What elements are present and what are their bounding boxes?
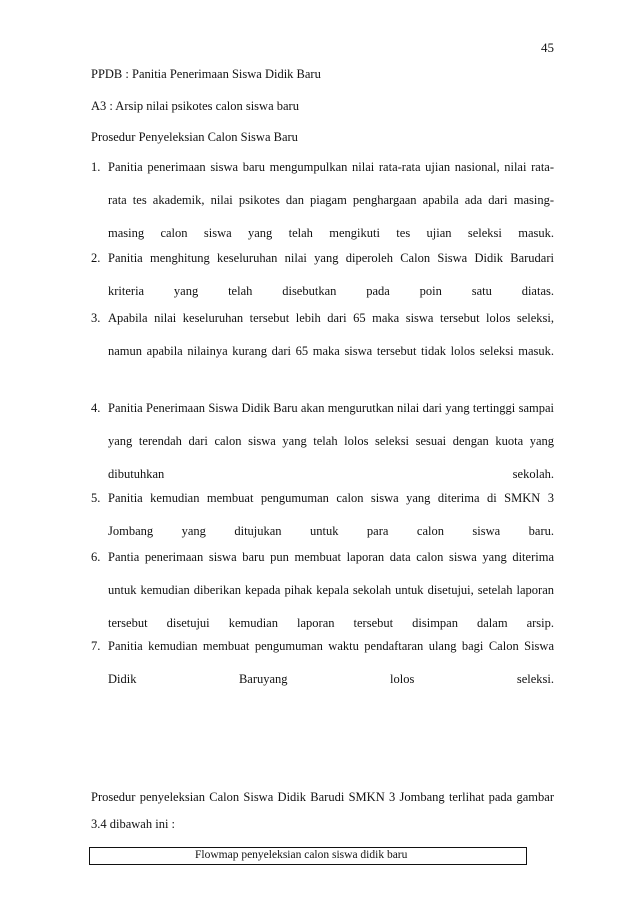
list-number: 1.	[91, 160, 101, 174]
closing-paragraph: Prosedur penyeleksian Calon Siswa Didik Barudi SMKN 3 Jombang terlihat pada gambar 3.4 dibawah ini :	[91, 790, 554, 831]
list-text: Panitia menghitung keseluruhan nilai yang diperoleh Calon Siswa Didik Barudari kriteria yang telah disebutkan pada poin satu diatas.	[108, 251, 554, 298]
list-number: 4.	[91, 401, 101, 415]
figure-caption-box	[89, 847, 527, 865]
list-text: Panitia Penerimaan Siswa Didik Baru akan mengurutkan nilai dari yang tertinggi sampai yang terendah dari calon siswa yang telah lolos seleksi sesuai dengan kuota yang dibutuhkan sekolah.	[108, 401, 554, 481]
page-number: 45	[541, 40, 554, 55]
list-number: 6.	[91, 550, 101, 564]
list-text: Panitia penerimaan siswa baru mengumpulkan nilai rata-rata ujian nasional, nilai rata-rata tes akademik, nilai psikotes dan piagam penghargaan apabila ada dari masing-masing calon siswa yang telah mengikuti tes ujian seleksi masuk.	[108, 160, 554, 240]
list-number: 7.	[91, 639, 101, 653]
list-number: 5.	[91, 491, 101, 505]
list-number: 3.	[91, 311, 101, 325]
section-heading: Prosedur Penyeleksian Calon Siswa Baru	[91, 130, 298, 144]
abbrev-ppdb: PPDB : Panitia Penerimaan Siswa Didik Baru	[91, 67, 321, 81]
list-item	[91, 302, 554, 401]
list-text: Apabila nilai keseluruhan tersebut lebih dari 65 maka siswa tersebut lolos seleksi, namun apabila nilainya kurang dari 65 maka siswa tersebut tidak lolos seleksi masuk.	[108, 311, 554, 358]
list-number: 2.	[91, 251, 101, 265]
list-text: Panitia kemudian membuat pengumuman calon siswa yang diterima di SMKN 3 Jombang yang ditujukan untuk para calon siswa baru.	[108, 491, 554, 538]
list-item	[91, 630, 554, 729]
list-text: Panitia kemudian membuat pengumuman waktu pendaftaran ulang bagi Calon Siswa Didik Baruyang lolos seleksi.	[108, 639, 554, 686]
abbrev-a3: A3 : Arsip nilai psikotes calon siswa baru	[91, 99, 299, 113]
list-text: Pantia penerimaan siswa baru pun membuat laporan data calon siswa yang diterima untuk kemudian diberikan kepada pihak kepala sekolah untuk disetujui, setelah laporan tersebut disetujui kemudian laporan tersebut disimpan dalam arsip.	[108, 550, 554, 630]
figure-caption: Flowmap penyeleksian calon siswa didik baru	[195, 849, 408, 861]
